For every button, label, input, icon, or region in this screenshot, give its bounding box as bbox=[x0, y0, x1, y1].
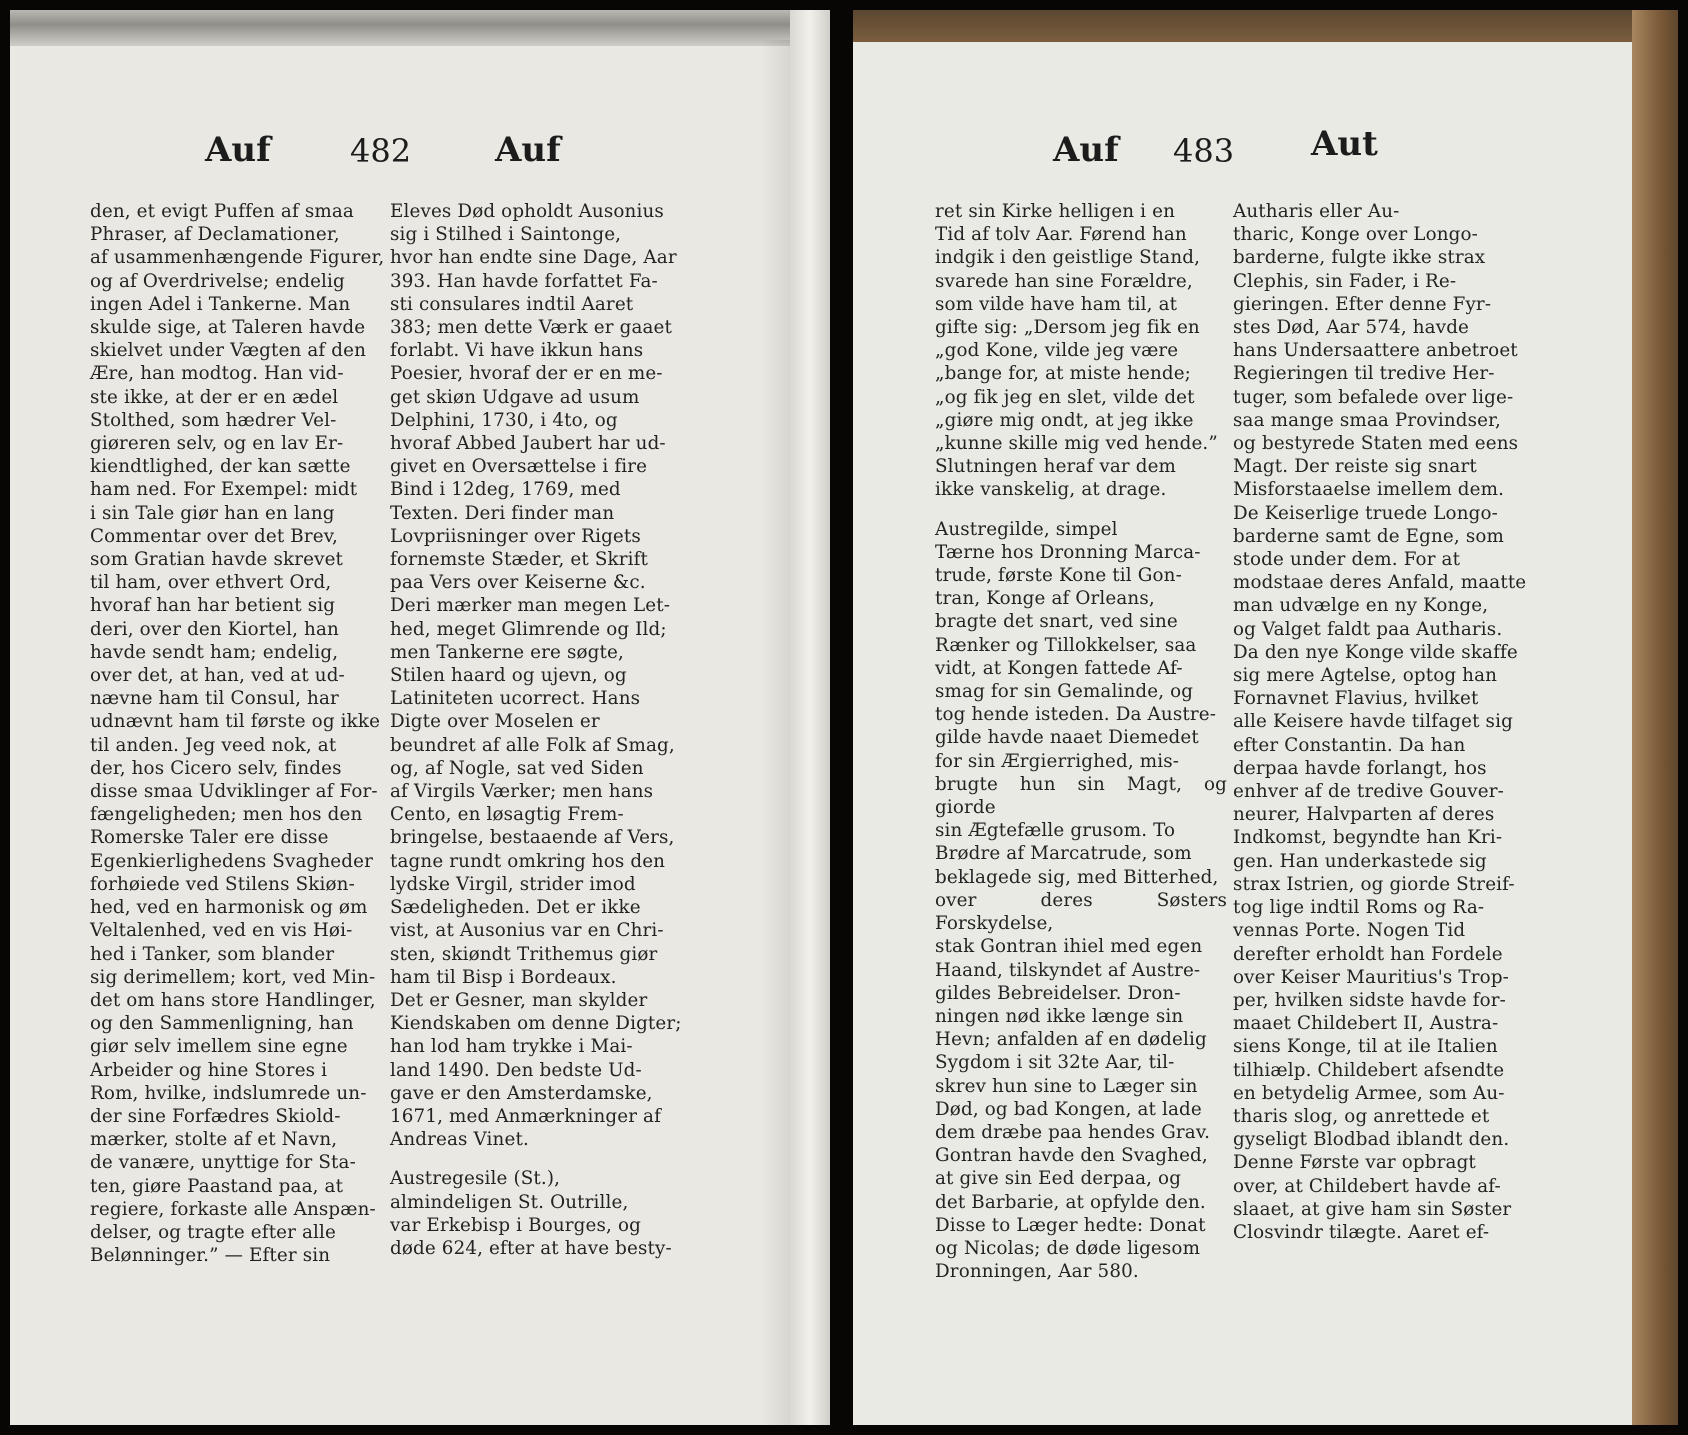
page-fore-edge bbox=[790, 10, 830, 1425]
page-top-edge bbox=[10, 10, 830, 46]
body-paragraph: den, et evigt Puffen af smaa Phraser, af Declamationer, af usammenhængende Figurer, og af Overdrivelse; endelig ingen Adel i Tankerne. Man skulde sige, at Taleren havde skielvet under Vægten af den Ære, han modtog. Han vid- ste ikke, at der er en ædel Stolthed, som hædrer Vel- giøreren selv, og en lav Er- kiendtlighed, der kan sætte ham ned. For Exempel: midt i sin Tale giør han en lang Commentar over det Brev, som Gratian havde skrevet til ham, over ethvert Ord, hvoraf han har betient sig deri, over den Kiortel, han havde sendt ham; endelig, over det, at han, ved at ud- nævne ham til Consul, har udnævnt ham til første og ikke til anden. Jeg veed nok, at der, hos Cicero selv, findes disse smaa Udviklinger af For- fængeligheden; men hos den Romerske Taler ere disse Egenkierlighedens Svagheder forhøiede ved Stilens Skiøn- hed, ved en harmonisk og øm Veltalenhed, ved en vis Høi- hed i Tanker, som blander sig derimellem; kort, ved Min- det om hans store Handlinger, og den Sammenligning, han giør selv imellem sine egne Arbeider og hine Stores i Rom, hvilke, indslumrede un- der sine Forfædres Skiold- mærker, stolte af et Navn, de vanære, unyttige for Sta- ten, giøre Paastand paa, at regiere, forkaste alle Anspæn- delser, og tragte efter alle Belønninger.” — Efter sin bbox=[90, 201, 385, 1267]
page-number: 483 bbox=[1173, 132, 1235, 170]
page-number: 482 bbox=[350, 132, 412, 170]
text-column-2 bbox=[1233, 200, 1531, 1244]
entry-austregilde: Austregilde, simpel Tærne hos Dronning Marca- trude, første Kone til Gon- tran, Konge af Orleans, bragte det snart, ved sine Rænker og Tillokkelser, saa vidt, at Kongen fattede Af- smag for sin Gemalinde, og tog hende isteden. Da Austre- gilde havde naaet Diemedet for sin Ærgierrighed, mis- brugte hun sin Magt, og giorde sin Ægtefælle grusom. To Brødre af Marcatrude, som beklagede sig, med Bitterhed, over deres Søsters Forskydelse, stak Gontran ihiel med egen Haand, tilskyndet af Austre- gildes Bebreidelser. Dron- ningen nød ikke længe sin Hevn; anfalden af en dødelig Sygdom i sit 32te Aar, til- skrev hun sine to Læger sin Død, og bad Kongen, at lade dem dræbe paa hendes Grav. Gontran havde den Svaghed, at give sin Eed derpaa, og det Barbarie, at opfylde den. Disse to Læger hedte: Donat og Nicolas; de døde ligesom Dronningen, Aar 580. bbox=[935, 518, 1227, 1283]
body-paragraph: ret sin Kirke helligen i en Tid af tolv Aar. Førend han indgik i den geistlige Stand, svarede han sine Forældre, som vilde have ham til, at gifte sig: „Dersom jeg fik en „god Kone, vilde jeg være „bange for, at miste hende; „og fik jeg en slet, vilde det „giøre mig ondt, at jeg ikke „kunne skille mig ved hende.” Slutningen heraf var dem ikke vanskelig, at drage. bbox=[935, 201, 1218, 501]
header-guide-word-left: Auf bbox=[1053, 130, 1119, 170]
entry-austregesile: Austregesile (St.), almindeligen St. Outrille, var Erkebisp i Bourges, og døde 624, efter at have besty- bbox=[390, 1168, 672, 1259]
running-header bbox=[853, 124, 1678, 190]
book-cover-top bbox=[853, 10, 1678, 42]
header-guide-word-right: Auf bbox=[495, 130, 561, 170]
text-column-2 bbox=[390, 200, 690, 1260]
header-guide-word-left: Auf bbox=[205, 130, 271, 170]
book-cover-edge bbox=[1632, 10, 1678, 1425]
text-column-1 bbox=[935, 200, 1227, 1283]
left-page bbox=[10, 10, 830, 1425]
header-guide-word-right: Aut bbox=[1311, 124, 1378, 164]
text-column-1 bbox=[90, 200, 386, 1267]
right-page bbox=[853, 10, 1678, 1425]
running-header bbox=[10, 130, 830, 190]
spine-shadow bbox=[760, 40, 790, 1425]
entry-autharis: Autharis eller Au- tharic, Konge over Longo- barderne, fulgte ikke strax Clephis, sin Fader, i Re- gieringen. Efter denne Fyr- stes Død, Aar 574, havde hans Undersaattere anbetroet Regieringen til tredive Her- tuger, som befalede over lige- saa mange smaa Provindser, og bestyrede Staten med eens Magt. Der reiste sig snart Misforstaaelse imellem dem. De Keiserlige truede Longo- barderne samt de Egne, som stode under dem. For at modstaae deres Anfald, maatte man udvælge en ny Konge, og Valget faldt paa Autharis. Da den nye Konge vilde skaffe sig mere Agtelse, optog han Fornavnet Flavius, hvilket alle Keisere havde tilfaget sig efter Constantin. Da han derpaa havde forlangt, hos enhver af de tredive Gouver- neurer, Halvparten af deres Indkomst, begyndte han Kri- gen. Han underkastede sig strax Istrien, og giorde Streif- tog lige indtil Roms og Ra- vennas Porte. Nogen Tid derefter erholdt han Fordele over Keiser Mauritius's Trop- per, hvilken sidste havde for- maaet Childebert II, Austra- siens Konge, til at ile Italien tilhiælp. Childebert afsendte en betydelig Armee, som Au- tharis slog, og anrettede et gyseligt Blodbad iblandt den. Denne Første var opbragt over, at Childebert havde af- slaaet, at give ham sin Søster Closvindr tilægte. Aaret ef- bbox=[1233, 201, 1527, 1243]
body-paragraph: Eleves Død opholdt Ausonius sig i Stilhed i Saintonge, hvor han endte sine Dage, Aar 393. Han havde forfattet Fa- sti consulares indtil Aaret 383; men dette Værk er gaaet forlabt. Vi have ikkun hans Poesier, hvoraf der er en me- get skiøn Udgave ad usum Delphini, 1730, i 4to, og hvoraf Abbed Jaubert har ud- givet en Oversættelse i fire Bind i 12deg, 1769, med Texten. Deri finder man Lovpriisninger over Rigets fornemste Stæder, et Skrift paa Vers over Keiserne &c. Deri mærker man megen Let- hed, meget Glimrende og Ild; men Tankerne ere søgte, Stilen haard og ujevn, og Latiniteten ucorrect. Hans Digte over Moselen er beundret af alle Folk af Smag, og, af Nogle, sat ved Siden af Virgils Værker; men hans Cento, en løsagtig Frem- bringelse, bestaaende af Vers, tagne rundt omkring hos den lydske Virgil, strider imod Sædeligheden. Det er ikke vist, at Ausonius var en Chri- sten, skiøndt Trithemus giør ham til Bisp i Bordeaux. Det er Gesner, man skylder Kiendskaben om denne Digter; han lod ham trykke i Mai- land 1490. Den bedste Ud- gave er den Amsterdamske, 1671, med Anmærkninger af Andreas Vinet. bbox=[390, 201, 682, 1151]
